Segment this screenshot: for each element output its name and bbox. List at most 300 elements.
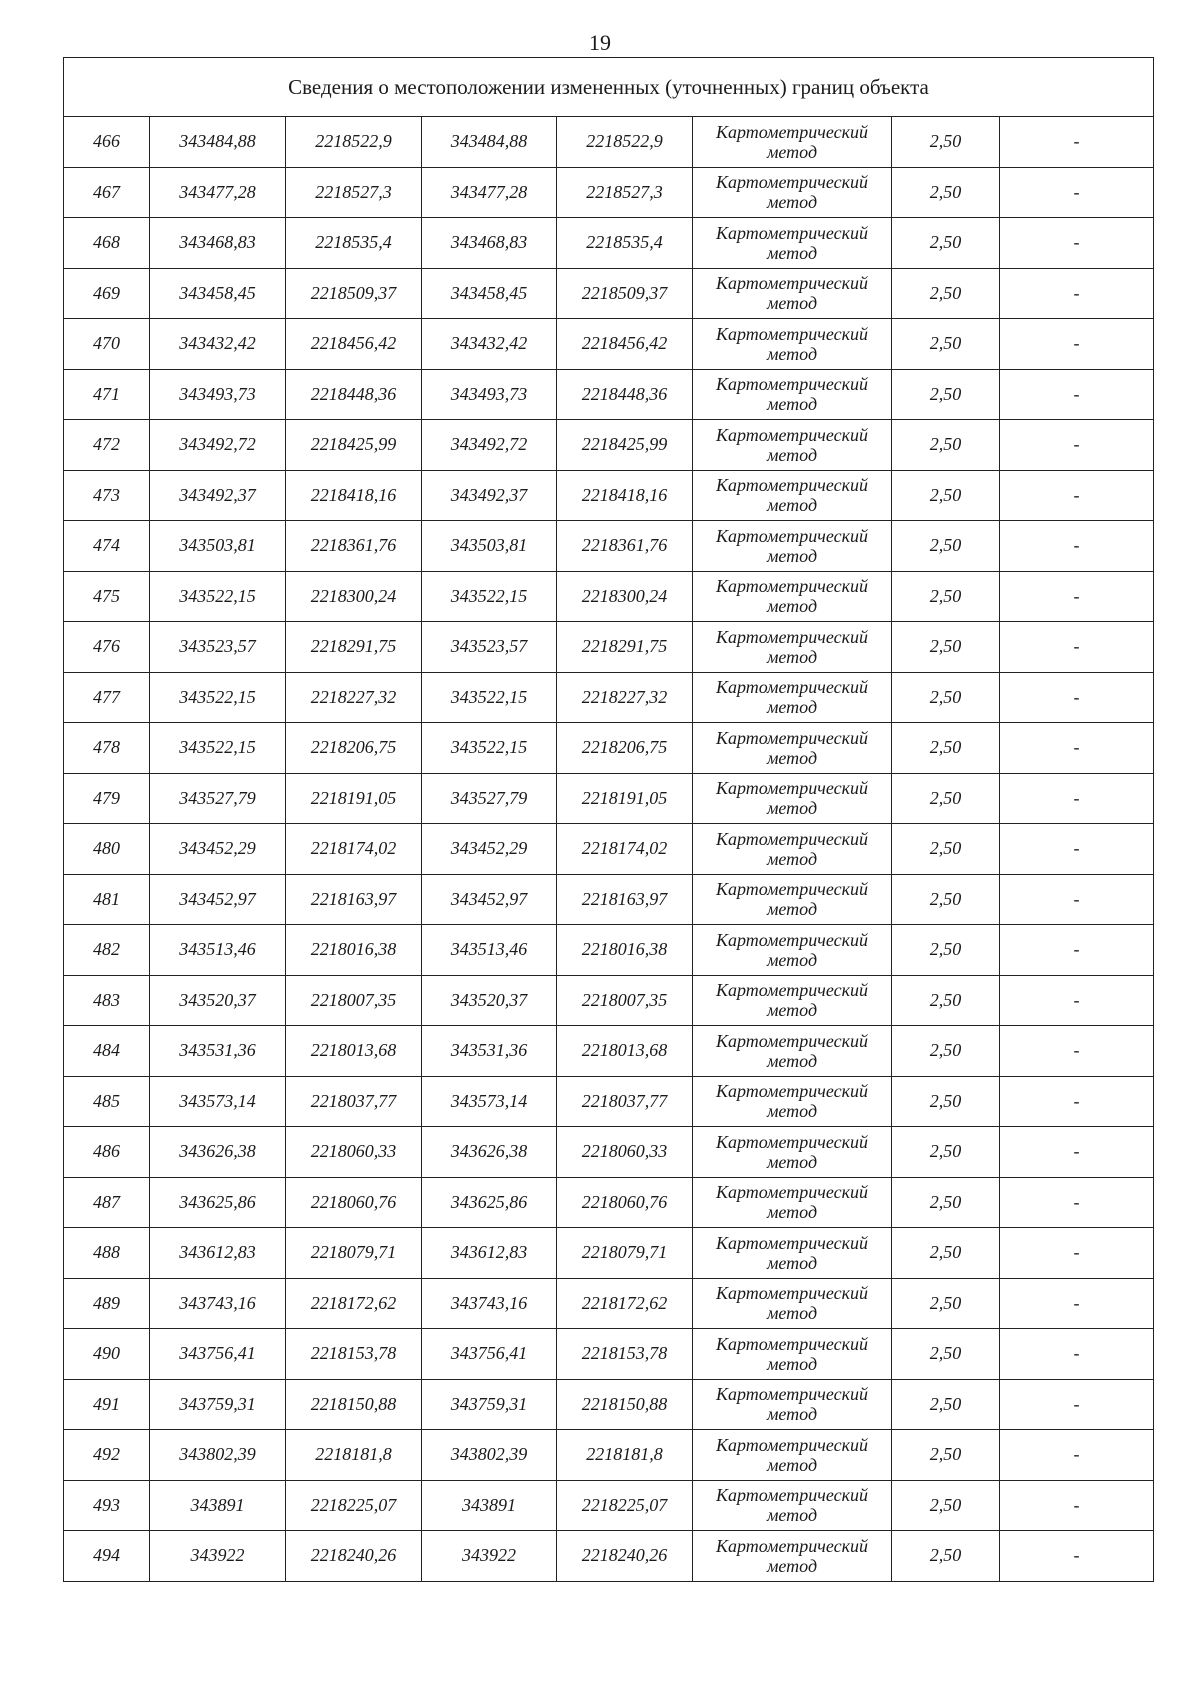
note-cell: - (1000, 1076, 1154, 1127)
note-cell: - (1000, 672, 1154, 723)
method-cell (693, 1177, 892, 1228)
method-line-2: метод (766, 444, 818, 465)
note-cell: - (1000, 723, 1154, 774)
method-line-1: Картометрический (715, 1535, 868, 1556)
existing-x-cell: 343484,88 (150, 117, 286, 168)
new-y-cell: 2218174,02 (557, 824, 693, 875)
existing-x-cell: 343743,16 (150, 1278, 286, 1329)
note-cell: - (1000, 167, 1154, 218)
note-cell: - (1000, 975, 1154, 1026)
method-line-2: метод (766, 141, 818, 162)
note-cell: - (1000, 369, 1154, 420)
existing-y-cell: 2218509,37 (286, 268, 422, 319)
accuracy-cell: 2,50 (892, 925, 1000, 976)
method-cell (693, 975, 892, 1026)
method-line-1: Картометрический (715, 1030, 868, 1051)
point-number-cell: 483 (64, 975, 150, 1026)
accuracy-cell: 2,50 (892, 874, 1000, 925)
point-number-cell: 486 (64, 1127, 150, 1178)
accuracy-cell: 2,50 (892, 1127, 1000, 1178)
existing-y-cell: 2218079,71 (286, 1228, 422, 1279)
existing-y-cell: 2218013,68 (286, 1026, 422, 1077)
table-row (64, 1531, 1154, 1582)
note-cell: - (1000, 1278, 1154, 1329)
existing-x-cell: 343493,73 (150, 369, 286, 420)
accuracy-cell: 2,50 (892, 773, 1000, 824)
method-line-2: метод (766, 343, 818, 364)
note-cell: - (1000, 824, 1154, 875)
method-line-2: метод (766, 949, 818, 970)
table-row (64, 369, 1154, 420)
method-cell (693, 773, 892, 824)
existing-x-cell: 343492,72 (150, 420, 286, 471)
new-x-cell: 343523,57 (422, 622, 557, 673)
method-line-1: Картометрический (715, 1384, 868, 1405)
new-y-cell: 2218060,76 (557, 1177, 693, 1228)
new-y-cell: 2218509,37 (557, 268, 693, 319)
method-line-1: Картометрический (715, 121, 868, 142)
new-y-cell: 2218425,99 (557, 420, 693, 471)
accuracy-cell: 2,50 (892, 1026, 1000, 1077)
method-cell (693, 1531, 892, 1582)
method-cell (693, 369, 892, 420)
table-row (64, 117, 1154, 168)
existing-x-cell: 343520,37 (150, 975, 286, 1026)
point-number-cell: 473 (64, 470, 150, 521)
method-line-1: Картометрический (715, 1232, 868, 1253)
existing-y-cell: 2218172,62 (286, 1278, 422, 1329)
new-x-cell: 343756,41 (422, 1329, 557, 1380)
table-row (64, 1228, 1154, 1279)
point-number-cell: 471 (64, 369, 150, 420)
accuracy-cell: 2,50 (892, 167, 1000, 218)
new-x-cell: 343522,15 (422, 723, 557, 774)
method-cell (693, 571, 892, 622)
method-line-2: метод (766, 293, 818, 314)
table-row (64, 622, 1154, 673)
existing-y-cell: 2218448,36 (286, 369, 422, 420)
note-cell: - (1000, 268, 1154, 319)
method-line-2: метод (766, 1303, 818, 1324)
table-row (64, 268, 1154, 319)
new-x-cell: 343492,37 (422, 470, 557, 521)
new-x-cell: 343468,83 (422, 218, 557, 269)
existing-x-cell: 343626,38 (150, 1127, 286, 1178)
accuracy-cell: 2,50 (892, 470, 1000, 521)
new-y-cell: 2218013,68 (557, 1026, 693, 1077)
existing-x-cell: 343612,83 (150, 1228, 286, 1279)
note-cell: - (1000, 1228, 1154, 1279)
point-number-cell: 480 (64, 824, 150, 875)
new-x-cell: 343573,14 (422, 1076, 557, 1127)
existing-y-cell: 2218174,02 (286, 824, 422, 875)
method-line-2: метод (766, 1505, 818, 1526)
existing-y-cell: 2218060,76 (286, 1177, 422, 1228)
existing-y-cell: 2218291,75 (286, 622, 422, 673)
method-cell (693, 1278, 892, 1329)
method-line-1: Картометрический (715, 778, 868, 799)
table-title-row (64, 58, 1154, 117)
method-line-1: Картометрический (715, 626, 868, 647)
method-cell (693, 1379, 892, 1430)
point-number-cell: 493 (64, 1480, 150, 1531)
point-number-cell: 487 (64, 1177, 150, 1228)
table-row (64, 1278, 1154, 1329)
point-number-cell: 490 (64, 1329, 150, 1380)
method-line-2: метод (766, 394, 818, 415)
method-cell (693, 1076, 892, 1127)
note-cell: - (1000, 420, 1154, 471)
new-y-cell: 2218291,75 (557, 622, 693, 673)
table-row (64, 319, 1154, 370)
new-x-cell: 343759,31 (422, 1379, 557, 1430)
method-cell (693, 319, 892, 370)
method-cell (693, 672, 892, 723)
new-y-cell: 2218206,75 (557, 723, 693, 774)
method-line-1: Картометрический (715, 424, 868, 445)
accuracy-cell: 2,50 (892, 824, 1000, 875)
accuracy-cell: 2,50 (892, 1177, 1000, 1228)
new-x-cell: 343493,73 (422, 369, 557, 420)
existing-x-cell: 343922 (150, 1531, 286, 1582)
new-y-cell: 2218361,76 (557, 521, 693, 572)
existing-y-cell: 2218060,33 (286, 1127, 422, 1178)
accuracy-cell: 2,50 (892, 369, 1000, 420)
new-y-cell: 2218163,97 (557, 874, 693, 925)
method-line-1: Картометрический (715, 1131, 868, 1152)
new-y-cell: 2218535,4 (557, 218, 693, 269)
table-row (64, 925, 1154, 976)
point-number-cell: 488 (64, 1228, 150, 1279)
table-row (64, 218, 1154, 269)
point-number-cell: 467 (64, 167, 150, 218)
method-line-1: Картометрический (715, 1333, 868, 1354)
page-number: 19 (589, 30, 611, 55)
method-line-1: Картометрический (715, 172, 868, 193)
accuracy-cell: 2,50 (892, 1076, 1000, 1127)
note-cell: - (1000, 1026, 1154, 1077)
note-cell: - (1000, 1430, 1154, 1481)
new-y-cell: 2218418,16 (557, 470, 693, 521)
table-row (64, 521, 1154, 572)
table-row (64, 1177, 1154, 1228)
new-y-cell: 2218079,71 (557, 1228, 693, 1279)
new-y-cell: 2218448,36 (557, 369, 693, 420)
point-number-cell: 470 (64, 319, 150, 370)
existing-y-cell: 2218007,35 (286, 975, 422, 1026)
existing-y-cell: 2218240,26 (286, 1531, 422, 1582)
existing-y-cell: 2218150,88 (286, 1379, 422, 1430)
point-number-cell: 485 (64, 1076, 150, 1127)
method-line-2: метод (766, 697, 818, 718)
table-row (64, 571, 1154, 622)
new-x-cell: 343531,36 (422, 1026, 557, 1077)
new-x-cell: 343891 (422, 1480, 557, 1531)
existing-y-cell: 2218191,05 (286, 773, 422, 824)
existing-y-cell: 2218527,3 (286, 167, 422, 218)
accuracy-cell: 2,50 (892, 1278, 1000, 1329)
existing-x-cell: 343527,79 (150, 773, 286, 824)
table-row (64, 672, 1154, 723)
method-line-2: метод (766, 848, 818, 869)
note-cell: - (1000, 1177, 1154, 1228)
note-cell: - (1000, 1480, 1154, 1531)
method-cell (693, 1430, 892, 1481)
new-x-cell: 343520,37 (422, 975, 557, 1026)
accuracy-cell: 2,50 (892, 1531, 1000, 1582)
new-x-cell: 343484,88 (422, 117, 557, 168)
method-line-2: метод (766, 1555, 818, 1576)
method-line-1: Картометрический (715, 1434, 868, 1455)
table-row (64, 1329, 1154, 1380)
existing-x-cell: 343573,14 (150, 1076, 286, 1127)
existing-y-cell: 2218225,07 (286, 1480, 422, 1531)
table-row (64, 1379, 1154, 1430)
method-line-2: метод (766, 646, 818, 667)
method-line-1: Картометрический (715, 1283, 868, 1304)
method-cell (693, 117, 892, 168)
existing-x-cell: 343523,57 (150, 622, 286, 673)
existing-y-cell: 2218361,76 (286, 521, 422, 572)
new-x-cell: 343477,28 (422, 167, 557, 218)
point-number-cell: 484 (64, 1026, 150, 1077)
note-cell: - (1000, 218, 1154, 269)
method-line-1: Картометрический (715, 323, 868, 344)
new-x-cell: 343432,42 (422, 319, 557, 370)
point-number-cell: 475 (64, 571, 150, 622)
method-cell (693, 1127, 892, 1178)
note-cell: - (1000, 1127, 1154, 1178)
note-cell: - (1000, 319, 1154, 370)
existing-x-cell: 343522,15 (150, 723, 286, 774)
existing-y-cell: 2218163,97 (286, 874, 422, 925)
new-x-cell: 343802,39 (422, 1430, 557, 1481)
method-cell (693, 268, 892, 319)
existing-x-cell: 343468,83 (150, 218, 286, 269)
note-cell: - (1000, 925, 1154, 976)
new-y-cell: 2218181,8 (557, 1430, 693, 1481)
method-line-2: метод (766, 1050, 818, 1071)
table-row (64, 420, 1154, 471)
existing-x-cell: 343522,15 (150, 571, 286, 622)
method-line-2: метод (766, 545, 818, 566)
point-number-cell: 494 (64, 1531, 150, 1582)
method-line-1: Картометрический (715, 1081, 868, 1102)
accuracy-cell: 2,50 (892, 672, 1000, 723)
existing-x-cell: 343756,41 (150, 1329, 286, 1380)
existing-x-cell: 343891 (150, 1480, 286, 1531)
table-row (64, 1480, 1154, 1531)
method-line-2: метод (766, 495, 818, 516)
method-cell (693, 470, 892, 521)
existing-x-cell: 343759,31 (150, 1379, 286, 1430)
new-x-cell: 343503,81 (422, 521, 557, 572)
boundary-coordinates-table (63, 57, 1154, 1582)
method-cell (693, 1026, 892, 1077)
note-cell: - (1000, 521, 1154, 572)
existing-x-cell: 343802,39 (150, 1430, 286, 1481)
note-cell: - (1000, 622, 1154, 673)
existing-y-cell: 2218181,8 (286, 1430, 422, 1481)
method-cell (693, 925, 892, 976)
existing-y-cell: 2218206,75 (286, 723, 422, 774)
method-line-2: метод (766, 1000, 818, 1021)
point-number-cell: 489 (64, 1278, 150, 1329)
table-row (64, 1076, 1154, 1127)
method-line-2: метод (766, 192, 818, 213)
point-number-cell: 468 (64, 218, 150, 269)
existing-x-cell: 343477,28 (150, 167, 286, 218)
point-number-cell: 479 (64, 773, 150, 824)
table-row (64, 975, 1154, 1026)
existing-y-cell: 2218522,9 (286, 117, 422, 168)
new-x-cell: 343922 (422, 1531, 557, 1582)
accuracy-cell: 2,50 (892, 319, 1000, 370)
note-cell: - (1000, 470, 1154, 521)
new-x-cell: 343626,38 (422, 1127, 557, 1178)
accuracy-cell: 2,50 (892, 571, 1000, 622)
existing-x-cell: 343432,42 (150, 319, 286, 370)
accuracy-cell: 2,50 (892, 723, 1000, 774)
new-y-cell: 2218225,07 (557, 1480, 693, 1531)
new-y-cell: 2218150,88 (557, 1379, 693, 1430)
point-number-cell: 477 (64, 672, 150, 723)
accuracy-cell: 2,50 (892, 1480, 1000, 1531)
method-line-1: Картометрический (715, 879, 868, 900)
table-row (64, 1127, 1154, 1178)
new-y-cell: 2218300,24 (557, 571, 693, 622)
accuracy-cell: 2,50 (892, 1430, 1000, 1481)
method-line-1: Картометрический (715, 374, 868, 395)
method-line-1: Картометрический (715, 222, 868, 243)
method-line-2: метод (766, 596, 818, 617)
method-line-1: Картометрический (715, 828, 868, 849)
new-x-cell: 343513,46 (422, 925, 557, 976)
existing-x-cell: 343452,97 (150, 874, 286, 925)
new-y-cell: 2218016,38 (557, 925, 693, 976)
note-cell: - (1000, 773, 1154, 824)
new-y-cell: 2218172,62 (557, 1278, 693, 1329)
accuracy-cell: 2,50 (892, 420, 1000, 471)
method-cell (693, 1329, 892, 1380)
point-number-cell: 478 (64, 723, 150, 774)
table-title: Сведения о местоположении измененных (уточненных) границ объекта (64, 58, 1154, 117)
existing-x-cell: 343492,37 (150, 470, 286, 521)
method-line-2: метод (766, 899, 818, 920)
method-cell (693, 167, 892, 218)
new-x-cell: 343612,83 (422, 1228, 557, 1279)
method-line-2: метод (766, 798, 818, 819)
new-y-cell: 2218240,26 (557, 1531, 693, 1582)
existing-x-cell: 343513,46 (150, 925, 286, 976)
method-line-1: Картометрический (715, 929, 868, 950)
accuracy-cell: 2,50 (892, 268, 1000, 319)
method-cell (693, 1480, 892, 1531)
method-line-1: Картометрический (715, 677, 868, 698)
note-cell: - (1000, 874, 1154, 925)
new-x-cell: 343452,29 (422, 824, 557, 875)
point-number-cell: 472 (64, 420, 150, 471)
method-line-1: Картометрический (715, 525, 868, 546)
point-number-cell: 481 (64, 874, 150, 925)
method-cell (693, 1228, 892, 1279)
existing-y-cell: 2218227,32 (286, 672, 422, 723)
note-cell: - (1000, 571, 1154, 622)
new-y-cell: 2218060,33 (557, 1127, 693, 1178)
new-y-cell: 2218527,3 (557, 167, 693, 218)
point-number-cell: 482 (64, 925, 150, 976)
point-number-cell: 474 (64, 521, 150, 572)
existing-x-cell: 343458,45 (150, 268, 286, 319)
new-x-cell: 343522,15 (422, 672, 557, 723)
method-line-2: метод (766, 1202, 818, 1223)
method-line-2: метод (766, 1101, 818, 1122)
method-cell (693, 824, 892, 875)
new-y-cell: 2218191,05 (557, 773, 693, 824)
accuracy-cell: 2,50 (892, 1329, 1000, 1380)
method-cell (693, 622, 892, 673)
new-x-cell: 343522,15 (422, 571, 557, 622)
method-cell (693, 521, 892, 572)
table-row (64, 167, 1154, 218)
new-x-cell: 343625,86 (422, 1177, 557, 1228)
existing-x-cell: 343531,36 (150, 1026, 286, 1077)
method-cell (693, 218, 892, 269)
existing-y-cell: 2218153,78 (286, 1329, 422, 1380)
method-cell (693, 874, 892, 925)
table-row (64, 1026, 1154, 1077)
table-row (64, 723, 1154, 774)
new-x-cell: 343458,45 (422, 268, 557, 319)
new-x-cell: 343527,79 (422, 773, 557, 824)
new-x-cell: 343743,16 (422, 1278, 557, 1329)
method-cell (693, 420, 892, 471)
new-y-cell: 2218227,32 (557, 672, 693, 723)
existing-x-cell: 343452,29 (150, 824, 286, 875)
table-row (64, 874, 1154, 925)
method-line-1: Картометрический (715, 1182, 868, 1203)
method-line-2: метод (766, 1151, 818, 1172)
accuracy-cell: 2,50 (892, 975, 1000, 1026)
point-number-cell: 466 (64, 117, 150, 168)
point-number-cell: 469 (64, 268, 150, 319)
new-x-cell: 343492,72 (422, 420, 557, 471)
new-x-cell: 343452,97 (422, 874, 557, 925)
existing-x-cell: 343522,15 (150, 672, 286, 723)
new-y-cell: 2218456,42 (557, 319, 693, 370)
method-line-1: Картометрический (715, 475, 868, 496)
existing-x-cell: 343503,81 (150, 521, 286, 572)
note-cell: - (1000, 1379, 1154, 1430)
method-line-2: метод (766, 1404, 818, 1425)
table-row (64, 470, 1154, 521)
existing-y-cell: 2218425,99 (286, 420, 422, 471)
point-number-cell: 491 (64, 1379, 150, 1430)
existing-y-cell: 2218535,4 (286, 218, 422, 269)
existing-y-cell: 2218456,42 (286, 319, 422, 370)
new-y-cell: 2218037,77 (557, 1076, 693, 1127)
table-row (64, 824, 1154, 875)
method-line-2: метод (766, 242, 818, 263)
method-line-1: Картометрический (715, 576, 868, 597)
method-line-1: Картометрический (715, 980, 868, 1001)
method-line-2: метод (766, 1454, 818, 1475)
method-line-1: Картометрический (715, 273, 868, 294)
accuracy-cell: 2,50 (892, 622, 1000, 673)
note-cell: - (1000, 1329, 1154, 1380)
note-cell: - (1000, 117, 1154, 168)
existing-y-cell: 2218016,38 (286, 925, 422, 976)
